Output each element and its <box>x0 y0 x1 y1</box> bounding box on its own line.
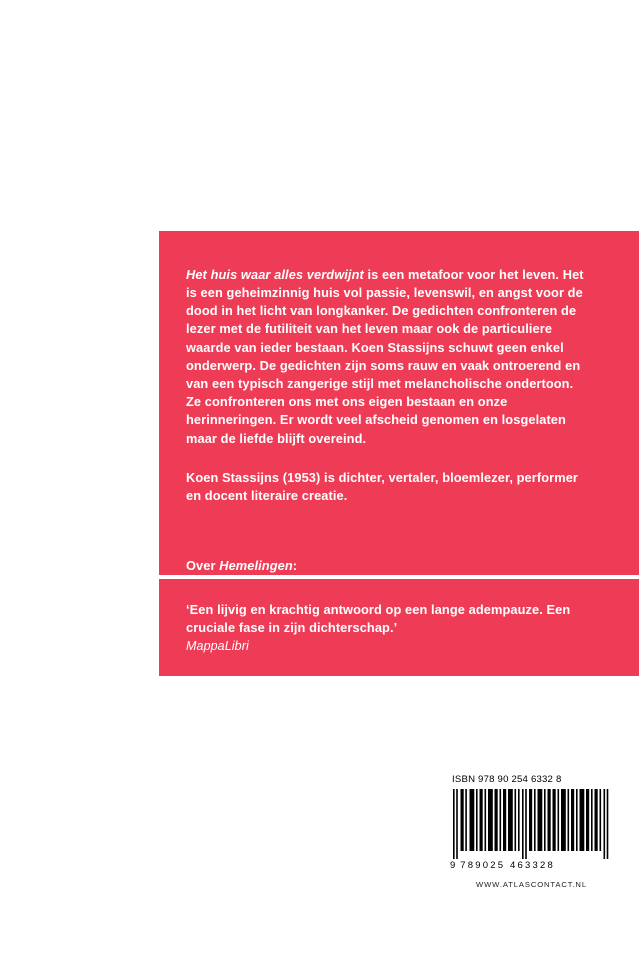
barcode-image <box>450 789 613 859</box>
isbn-label: ISBN 978 90 254 6332 8 <box>452 774 562 785</box>
barcode-digits <box>450 860 613 871</box>
book-back-cover <box>159 231 639 960</box>
barcode-block <box>450 774 613 889</box>
over-label: Over <box>186 557 220 573</box>
review-quote: ‘Een lijvig en krachtig antwoord op een lange adempauze. Een cruciale fase in zijn dichterschap.’ <box>186 601 571 635</box>
author-bio: Koen Stassijns (1953) is dichter, vertaler, bloemlezer, performer en docent literaire creatie. <box>186 469 578 503</box>
barcode-digit-group: 789025 463328 <box>460 860 555 871</box>
barcode-digit-lead: 9 <box>450 860 456 871</box>
blurb-panel <box>159 231 639 575</box>
over-colon: : <box>292 557 298 573</box>
blurb-body: is een metafoor voor het leven. Het is een geheimzinnig huis vol passie, levenswil, en angst voor de dood in het licht van longkanker. De gedichten confronteren de lezer met de futiliteit van het leven maar ook de particuliere waarde van ieder bestaan. Koen Stassijns schuwt geen enkel onderwerp. De gedichten zijn soms rauw en vaak ontroerend en van een typisch zangerige stijl met melancholische ondertoon. Ze confronteren ons met ons eigen bestaan en onze herinneringen. Er wordt veel afscheid genomen en losgelaten maar de liefde blijft overeind. <box>186 266 584 446</box>
review-source: MappaLibri <box>186 638 249 653</box>
blurb-book-title: Het huis waar alles verdwijnt <box>186 266 364 282</box>
review-panel <box>159 579 639 676</box>
over-title: Hemelingen <box>219 557 293 573</box>
publisher-website: WWW.ATLASCONTACT.NL <box>476 880 587 889</box>
over-heading <box>186 557 586 575</box>
blurb-text <box>186 266 586 448</box>
